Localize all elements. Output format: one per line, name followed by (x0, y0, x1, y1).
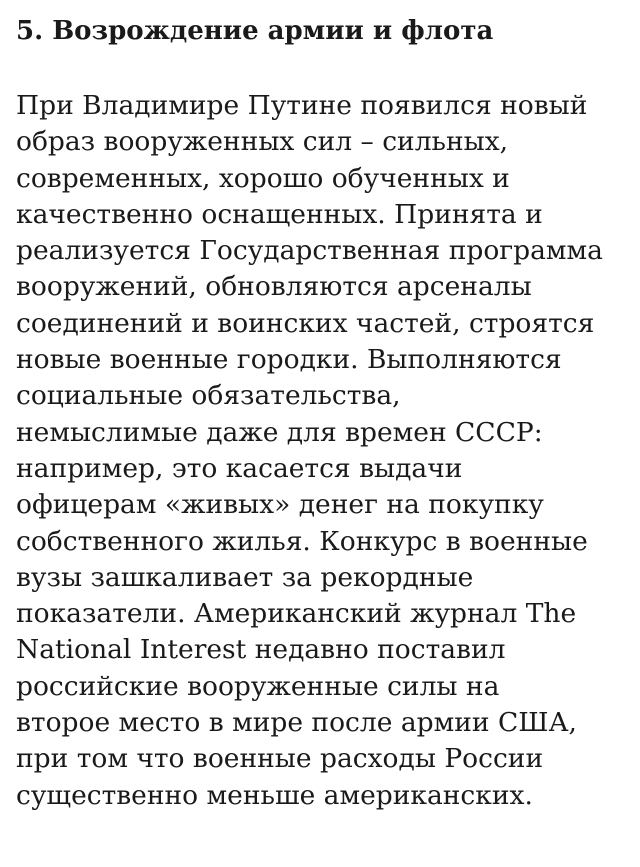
paragraph-line: соединений и воинских частей, строятся (16, 307, 595, 339)
paragraph-line: российские вооруженные силы на (16, 670, 500, 702)
paragraph-line: вузы зашкаливает за рекордные (16, 561, 474, 593)
paragraph-line: офицерам «живых» денег на покупку (16, 489, 544, 521)
article-paragraph (16, 88, 630, 814)
paragraph-line: собственного жилья. Конкурс в военные (16, 525, 588, 557)
paragraph-line: National Interest недавно поставил (16, 634, 506, 666)
paragraph-line: реализуется Государственная программа (16, 235, 603, 267)
paragraph-line: При Владимире Путине появился новый (16, 90, 588, 121)
paragraph-line: современных, хорошо обученных и (16, 162, 510, 194)
paragraph-line: вооружений, обновляются арсеналы (16, 271, 532, 303)
paragraph-line: существенно меньше американских. (16, 779, 533, 811)
paragraph-line: показатели. Американский журнал The (16, 598, 577, 630)
paragraph-line: образ вооруженных сил – сильных, (16, 126, 509, 158)
paragraph-line: немыслимые даже для времен СССР: (16, 416, 543, 448)
paragraph-line: второе место в мире после армии США, (16, 707, 577, 739)
paragraph-line: при том что военные расходы России (16, 743, 544, 775)
paragraph-line: качественно оснащенных. Принята и (16, 198, 543, 230)
paragraph-line: новые военные городки. Выполняются (16, 344, 562, 376)
section-title: 5. Возрождение армии и флота (16, 16, 494, 46)
paragraph-line: социальные обязательства, (16, 380, 401, 412)
paragraph-line: например, это касается выдачи (16, 452, 463, 484)
